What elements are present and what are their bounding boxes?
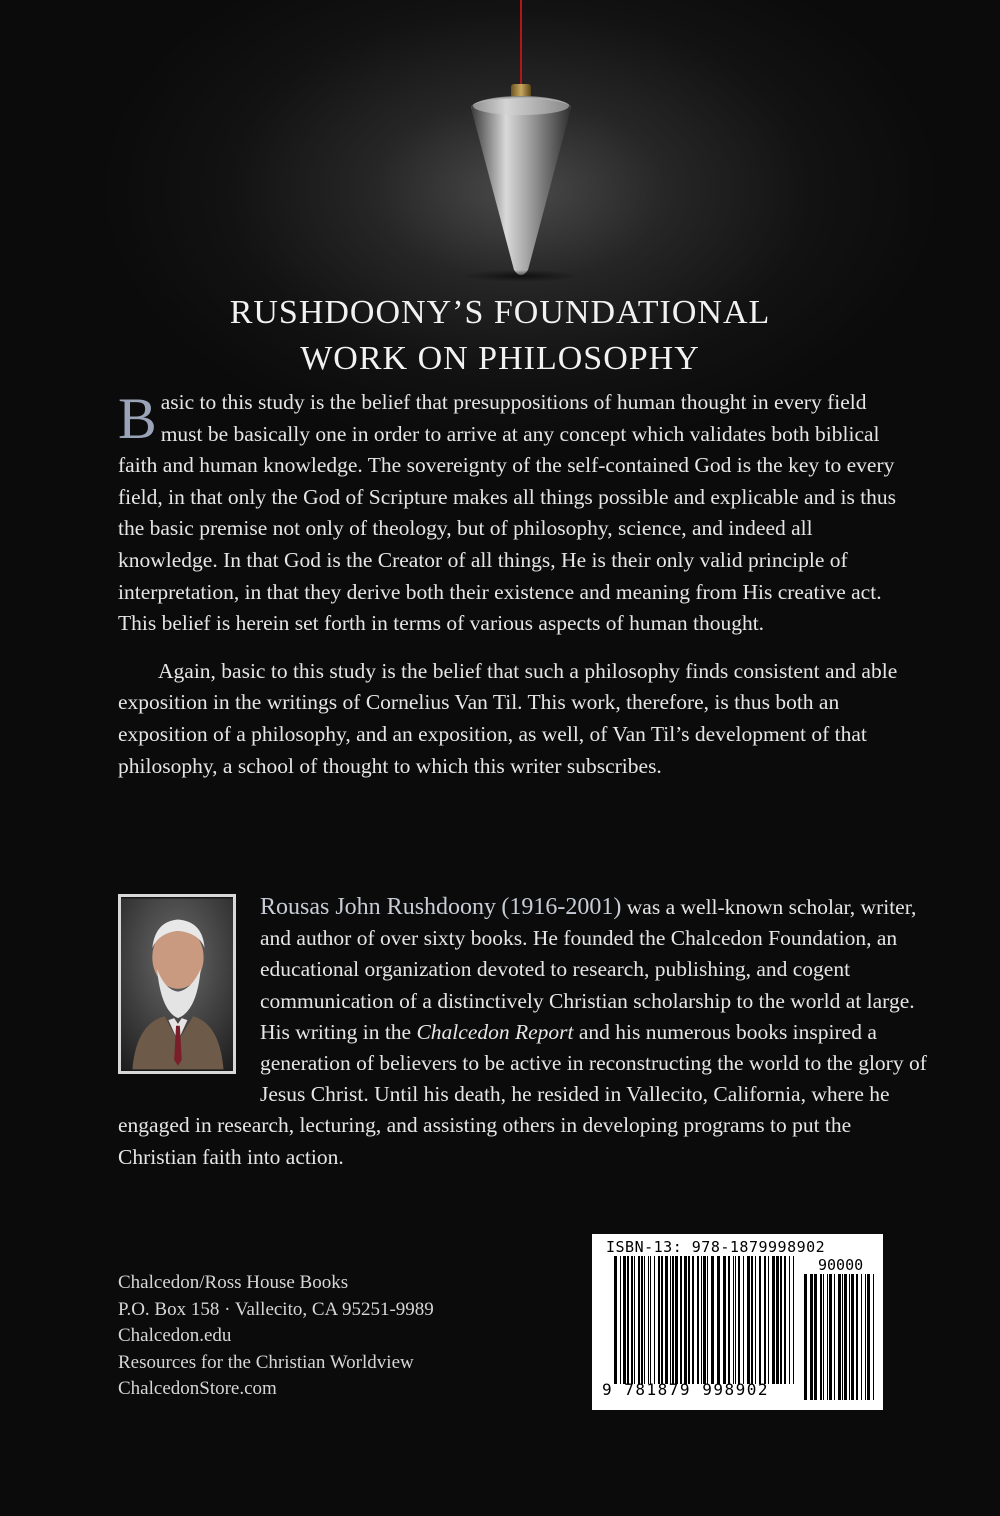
paragraph-1 [118, 387, 908, 640]
author-bio-text-2: and his numerous books inspired a generation of believers to be active in reconstructing the world to the glory of Jesus Christ. Until his death, he resided in Vallecito, California, where he engaged in research, lecturing, and assisting others in developing programs to put the Christian faith into action. [118, 1019, 927, 1169]
publisher-website: Chalcedon.edu [118, 1325, 232, 1346]
barcode-digits: 9 781879 998902 [602, 1380, 769, 1399]
publisher-address: P.O. Box 158 · Vallecito, CA 95251-9989 [118, 1298, 434, 1320]
price-code: 90000 [818, 1256, 864, 1274]
author-years: (1916-2001) [501, 894, 622, 920]
headline-line-1: RUSHDOONY’S FOUNDATIONAL [229, 294, 771, 331]
publisher-name: Chalcedon/Ross House Books [118, 1272, 349, 1293]
description [118, 387, 908, 798]
paragraph-1-text: asic to this study is the belief that presuppositions of human thought in every field must be basically one in order to arrive at any concept which validates both biblical faith and human knowledge. The sovereignty of the self-contained God is the key to every field, in that only the God of Scripture makes all things possible and explicable and is thus the basic premise not only of theology, but of philosophy, science, and indeed all knowledge. In that God is the Creator of all things, He is their only valid principle of interpretation, in that they derive both their existence and meaning from His creative act. This belief is herein set forth in terms of various aspects of human thought. [118, 390, 897, 636]
barcode-addon-bars-icon [804, 1274, 874, 1400]
headline-line-2: WORK ON PHILOSOPHY [300, 340, 700, 377]
publisher-store: ChalcedonStore.com [118, 1378, 277, 1399]
barcode-bars-icon [614, 1256, 796, 1384]
drop-cap: B [118, 386, 157, 451]
plumb-bob-icon [0, 0, 1000, 300]
headline [0, 290, 1000, 382]
author-bio-text-1: was a well-known scholar, writer, and author of over sixty books. He founded the Chalcedon Foundation, an educational organization devoted to research, publishing, and cogent communication of a distinctively Christian scholarship to the world at large. His writing in the [260, 895, 917, 1044]
author-bio [118, 892, 928, 1173]
author-name: Rousas John Rushdoony [260, 894, 497, 920]
isbn-barcode [592, 1234, 883, 1410]
publisher-tagline: Resources for the Christian Worldview [118, 1351, 414, 1373]
author-bio-italic: Chalcedon Report [416, 1019, 574, 1044]
author-photo [118, 894, 236, 1074]
paragraph-2: Again, basic to this study is the belief that such a philosophy finds consistent and able exposition in the writings of Cornelius Van Til. This work, therefore, is thus both an exposition of a philosophy, and an exposition, as well, of Van Til’s development of that philosophy, a school of thought to which this writer subscribes. [118, 658, 898, 778]
publisher-info [118, 1270, 538, 1403]
isbn-label: ISBN-13: 978-1879998902 [606, 1238, 826, 1256]
author-portrait-icon [121, 897, 233, 1071]
